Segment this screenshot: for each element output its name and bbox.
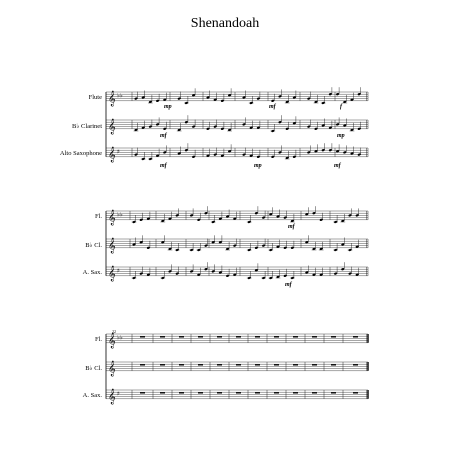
key-signature-icon: ♯	[117, 390, 120, 398]
treble-clef-icon: 𝄞	[108, 361, 116, 377]
whole-rest	[179, 392, 184, 393]
whole-rest	[217, 392, 222, 393]
whole-rest	[312, 392, 317, 393]
staff-label-alto-sax: Alto Saxophone	[59, 150, 102, 157]
key-signature-icon: ♭♭	[117, 211, 123, 219]
whole-rest	[274, 392, 279, 393]
whole-rest	[353, 392, 358, 393]
whole-rest	[217, 336, 222, 337]
dynamic-marking: mf	[160, 133, 167, 139]
dynamic-marking: mf	[288, 224, 295, 230]
whole-rest	[140, 364, 145, 365]
treble-clef-icon: 𝄞	[108, 266, 116, 282]
whole-rest	[274, 336, 279, 337]
measure-number: 22	[112, 329, 116, 334]
staff-label-clarinet-short: B♭ Cl.	[85, 242, 102, 249]
whole-rest	[198, 364, 203, 365]
whole-rest	[198, 336, 203, 337]
whole-rest	[160, 336, 165, 337]
whole-rest	[255, 336, 260, 337]
key-signature-icon: ♭♭	[117, 334, 123, 342]
dynamic-marking: mp	[254, 163, 262, 169]
whole-rest	[255, 364, 260, 365]
treble-clef-icon: 𝄞	[108, 119, 116, 135]
dynamic-marking: mp	[164, 104, 172, 110]
key-signature-icon: ♯	[117, 267, 120, 275]
dynamic-marking: f	[340, 104, 342, 110]
whole-rest	[331, 392, 336, 393]
treble-clef-icon: 𝄞	[108, 238, 116, 254]
dynamic-marking: mf	[285, 282, 292, 288]
key-signature-icon: ♯	[117, 148, 120, 156]
whole-rest	[236, 364, 241, 365]
whole-rest	[353, 364, 358, 365]
whole-rest	[236, 392, 241, 393]
staff-label-flute: Flute	[88, 94, 102, 101]
whole-rest	[179, 336, 184, 337]
treble-clef-icon: 𝄞	[108, 91, 116, 107]
whole-rest	[160, 392, 165, 393]
whole-rest	[274, 364, 279, 365]
whole-rest	[312, 336, 317, 337]
whole-rest	[331, 364, 336, 365]
whole-rest	[140, 392, 145, 393]
whole-rest	[293, 364, 298, 365]
dynamic-marking: mf	[269, 104, 276, 110]
whole-rest	[236, 336, 241, 337]
whole-rest	[331, 336, 336, 337]
dynamic-marking: mf	[160, 163, 167, 169]
whole-rest	[179, 364, 184, 365]
whole-rest	[293, 336, 298, 337]
staff-label-flute-short: Fl.	[94, 336, 102, 343]
staff-label-clarinet: B♭ Clarinet	[72, 123, 102, 130]
whole-rest	[312, 364, 317, 365]
staff-label-alto-sax-short: A. Sax.	[82, 392, 102, 399]
dynamic-marking: mp	[337, 133, 345, 139]
dynamic-marking: mf	[334, 163, 341, 169]
key-signature-icon: ♭♭	[117, 92, 123, 100]
whole-rest	[217, 364, 222, 365]
whole-rest	[160, 364, 165, 365]
treble-clef-icon: 𝄞	[108, 333, 116, 349]
whole-rest	[140, 336, 145, 337]
whole-rest	[198, 392, 203, 393]
staff-label-alto-sax-short: A. Sax.	[82, 269, 102, 276]
score-title: Shenandoah	[190, 16, 260, 31]
whole-rest	[353, 336, 358, 337]
treble-clef-icon: 𝄞	[108, 210, 116, 226]
whole-rest	[293, 392, 298, 393]
treble-clef-icon: 𝄞	[108, 389, 116, 405]
whole-rest	[255, 392, 260, 393]
staff-label-clarinet-short: B♭ Cl.	[85, 365, 102, 372]
treble-clef-icon: 𝄞	[108, 147, 116, 163]
staff-label-flute-short: Fl.	[94, 213, 102, 220]
